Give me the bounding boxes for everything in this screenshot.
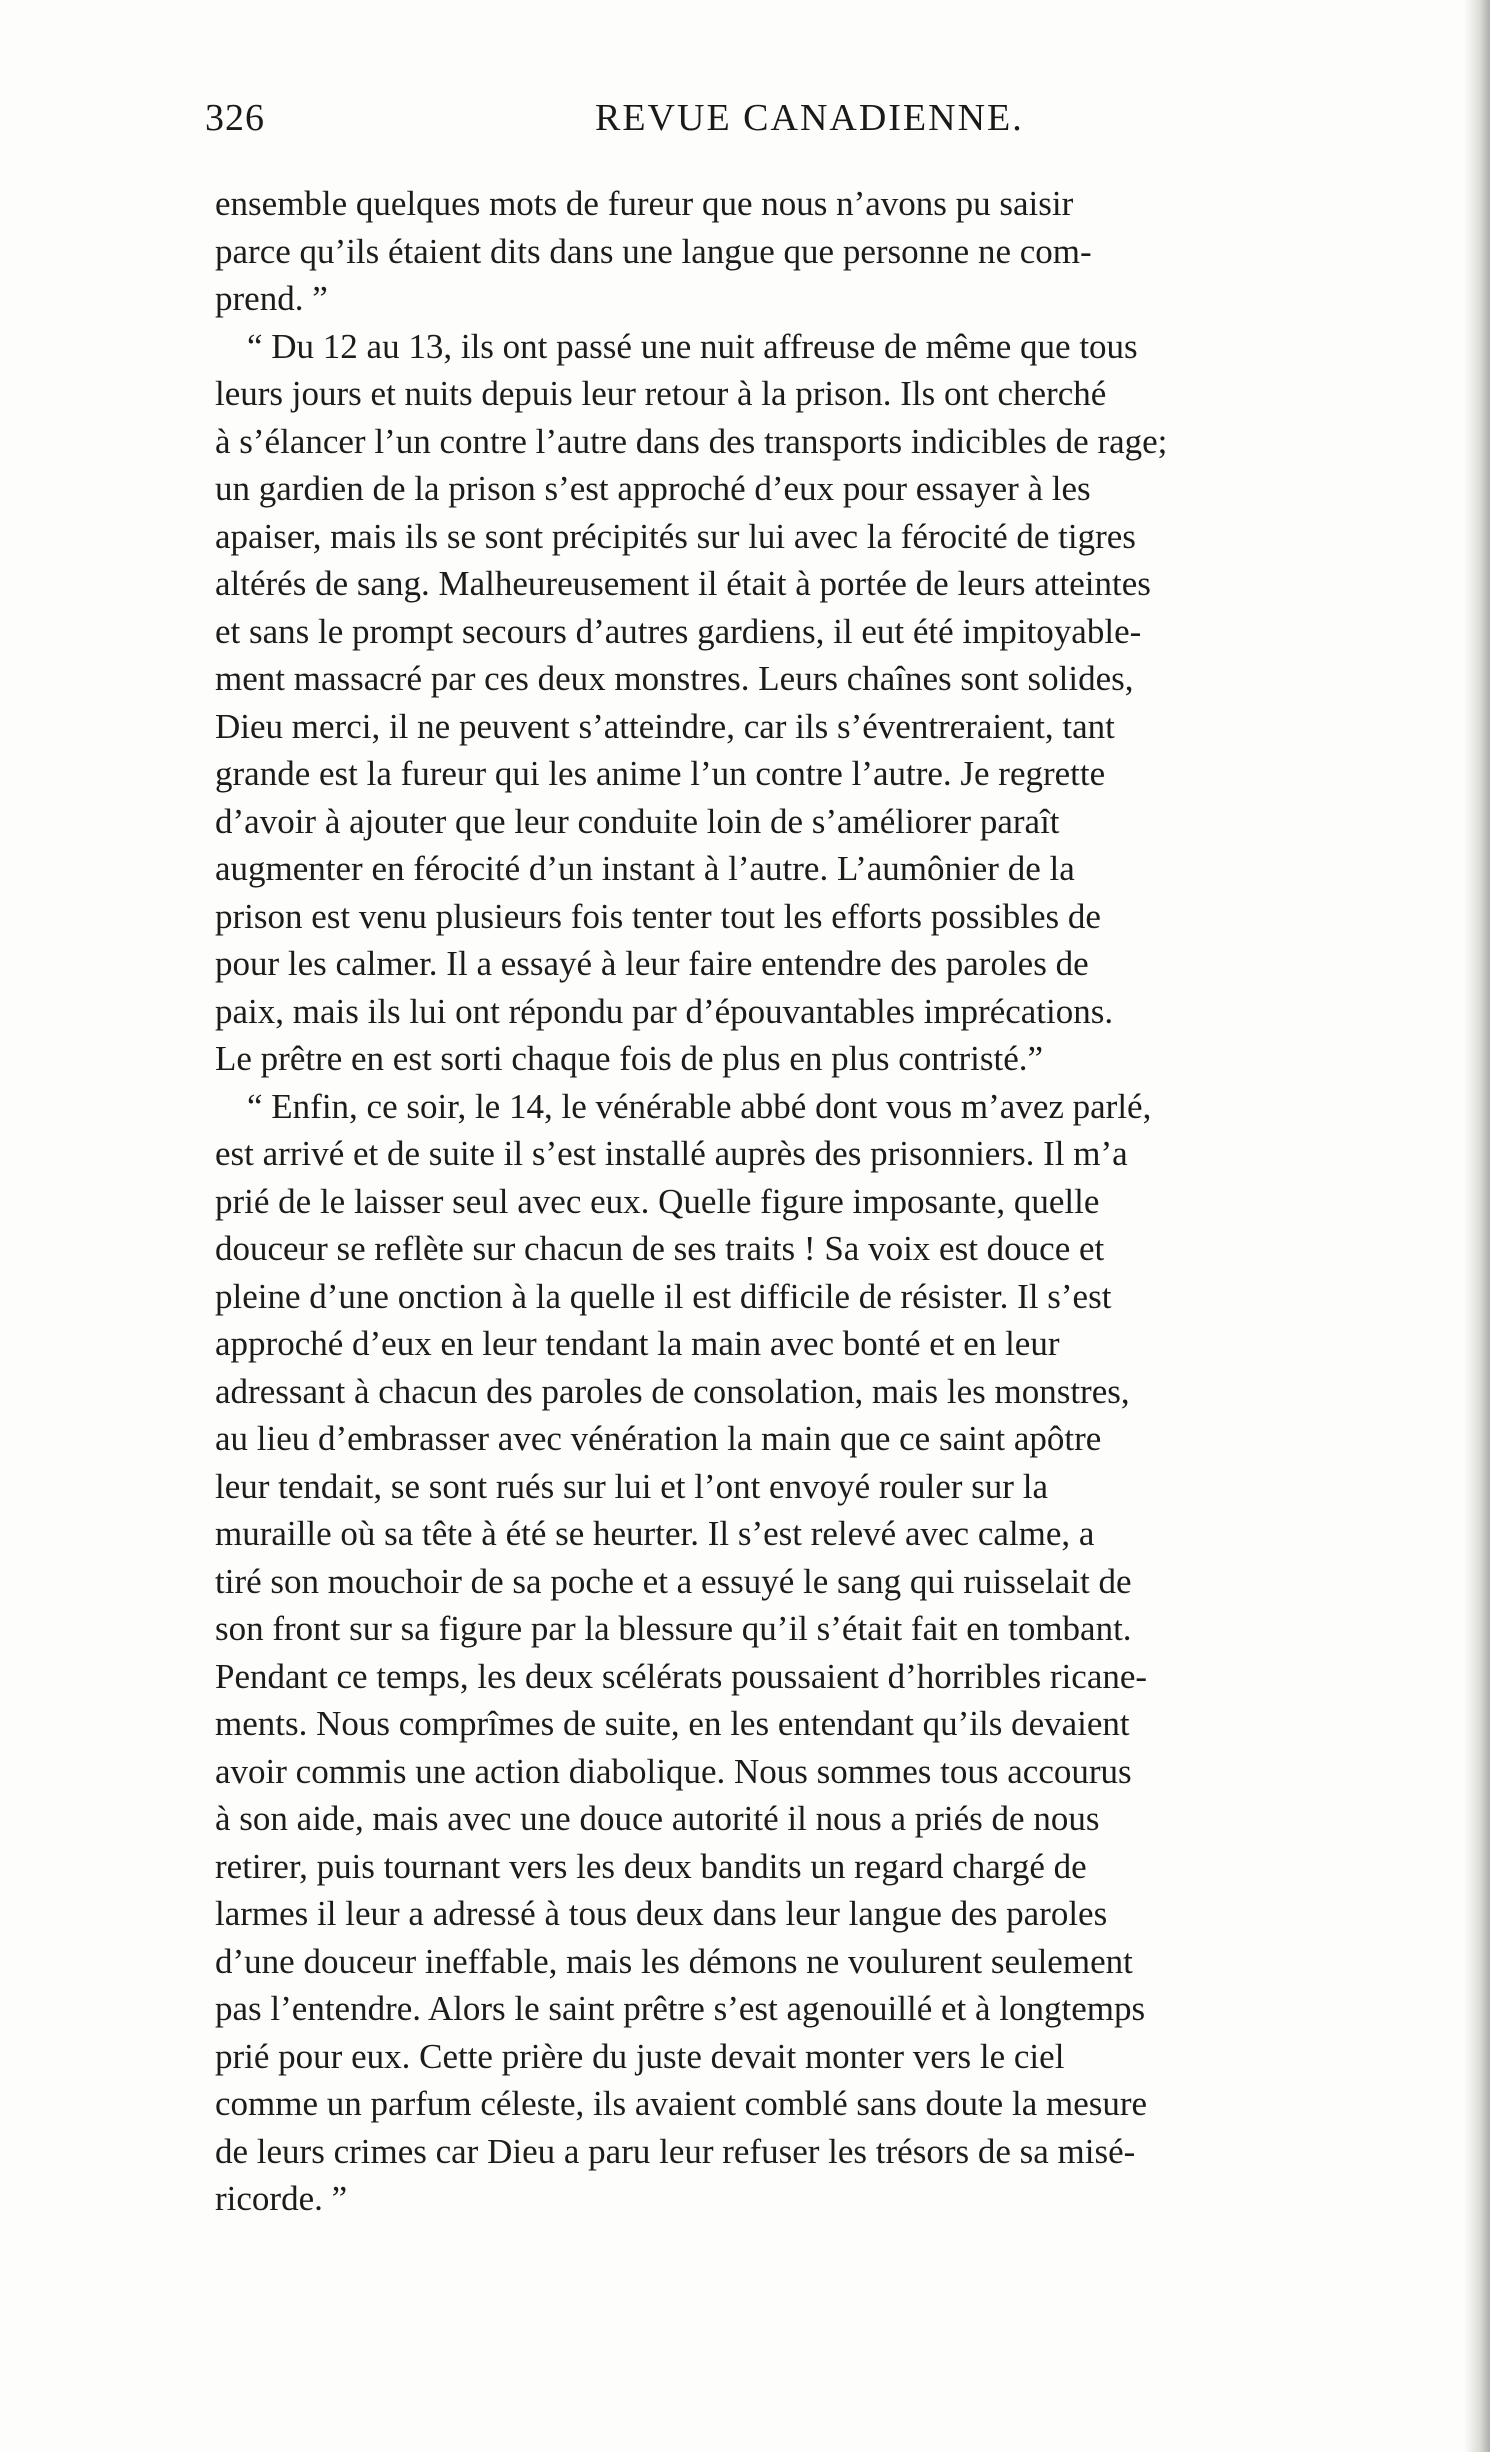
text-line: de leurs crimes car Dieu a paru leur refuser les trésors de sa misé- [215,2131,1136,2171]
text-line: d’une douceur ineffable, mais les démons ne voulurent seulement [215,1941,1133,1981]
page-edge-shadow [1464,0,1490,2452]
text-line: avoir commis une action diabolique. Nous sommes tous accourus [215,1751,1132,1791]
text-line: augmenter en férocité d’un instant à l’autre. L’aumônier de la [215,849,1075,888]
text-line: ensemble quelques mots de fureur que nous n’avons pu saisir [215,184,1074,223]
text-line: est arrivé et de suite il s’est installé auprès des prisonniers. Il m’a [215,1134,1128,1173]
text-line: Pendant ce temps, les deux scélérats poussaient d’horribles ricane- [215,1656,1148,1696]
text-line: d’avoir à ajouter que leur conduite loin de s’améliorer paraît [215,801,1060,841]
text-line: prison est venu plusieurs fois tenter tout les efforts possibles de [215,896,1101,936]
text-line: muraille où sa tête à été se heurter. Il s’est relevé avec calme, a [215,1514,1095,1553]
text-line: comme un parfum céleste, ils avaient comblé sans doute la mesure [215,2084,1148,2123]
text-line: retirer, puis tournant vers les deux bandits un regard chargé de [215,1846,1087,1886]
text-line: leurs jours et nuits depuis leur retour à la prison. Ils ont cherché [215,374,1107,413]
text-line: parce qu’ils étaient dits dans une langue que personne ne com- [215,231,1092,271]
text-line: son front sur sa figure par la blessure qu’il s’était fait en tombant. [215,1609,1132,1648]
text-line: douceur se reflète sur chacun de ses traits ! Sa voix est douce et [215,1229,1105,1268]
text-line: larmes il leur a adressé à tous deux dans leur langue des paroles [215,1894,1108,1933]
text-line: paix, mais ils lui ont répondu par d’épouvantables imprécations. [215,991,1114,1031]
text-line: pleine d’une onction à la quelle il est difficile de résister. Il s’est [215,1276,1112,1316]
text-line: et sans le prompt secours d’autres gardiens, il eut été impitoyable- [215,611,1142,651]
page-number: 326 [205,97,265,139]
text-line: à son aide, mais avec une douce autorité il nous a priés de nous [215,1799,1100,1838]
text-line: apaiser, mais ils se sont précipités sur lui avec la férocité de tigres [215,516,1136,556]
text-line: ments. Nous comprîmes de suite, en les entendant qu’ils devaient [215,1704,1130,1743]
page-header [205,96,1390,146]
text-line: Le prêtre en est sorti chaque fois de plus en plus contristé.” [215,1039,1044,1078]
running-head: REVUE CANADIENNE. [595,97,1024,139]
body-text [215,180,1415,2223]
text-line: approché d’eux en leur tendant la main avec bonté et en leur [215,1324,1060,1363]
text-line: “ Du 12 au 13, ils ont passé une nuit affreuse de même que tous [247,326,1138,366]
text-line: leur tendait, se sont rués sur lui et l’ont envoyé rouler sur la [215,1466,1048,1506]
text-line: tiré son mouchoir de sa poche et a essuyé le sang qui ruisselait de [215,1561,1132,1601]
text-line: un gardien de la prison s’est approché d’eux pour essayer à les [215,469,1091,508]
text-line: Dieu merci, il ne peuvent s’atteindre, car ils s’éventreraient, tant [215,706,1115,746]
text-line: prend. ” [215,279,328,318]
text-line: ment massacré par ces deux monstres. Leurs chaînes sont solides, [215,659,1134,698]
text-line: grande est la fureur qui les anime l’un contre l’autre. Je regrette [215,754,1106,793]
text-line: “ Enfin, ce soir, le 14, le vénérable abbé dont vous m’avez parlé, [247,1086,1152,1126]
text-line: pour les calmer. Il a essayé à leur faire entendre des paroles de [215,944,1089,983]
text-line: altérés de sang. Malheureusement il était à portée de leurs atteintes [215,564,1151,603]
text-line: adressant à chacun des paroles de consolation, mais les monstres, [215,1371,1130,1411]
text-line: prié pour eux. Cette prière du juste devait monter vers le ciel [215,2036,1065,2076]
text-line: pas l’entendre. Alors le saint prêtre s’est agenouillé et à longtemps [215,1989,1146,2028]
text-line: à s’élancer l’un contre l’autre dans des transports indicibles de rage; [215,421,1168,461]
text-line: au lieu d’embrasser avec vénération la main que ce saint apôtre [215,1419,1102,1458]
text-line: ricorde. ” [215,2179,348,2218]
text-line: prié de le laisser seul avec eux. Quelle figure imposante, quelle [215,1181,1100,1221]
